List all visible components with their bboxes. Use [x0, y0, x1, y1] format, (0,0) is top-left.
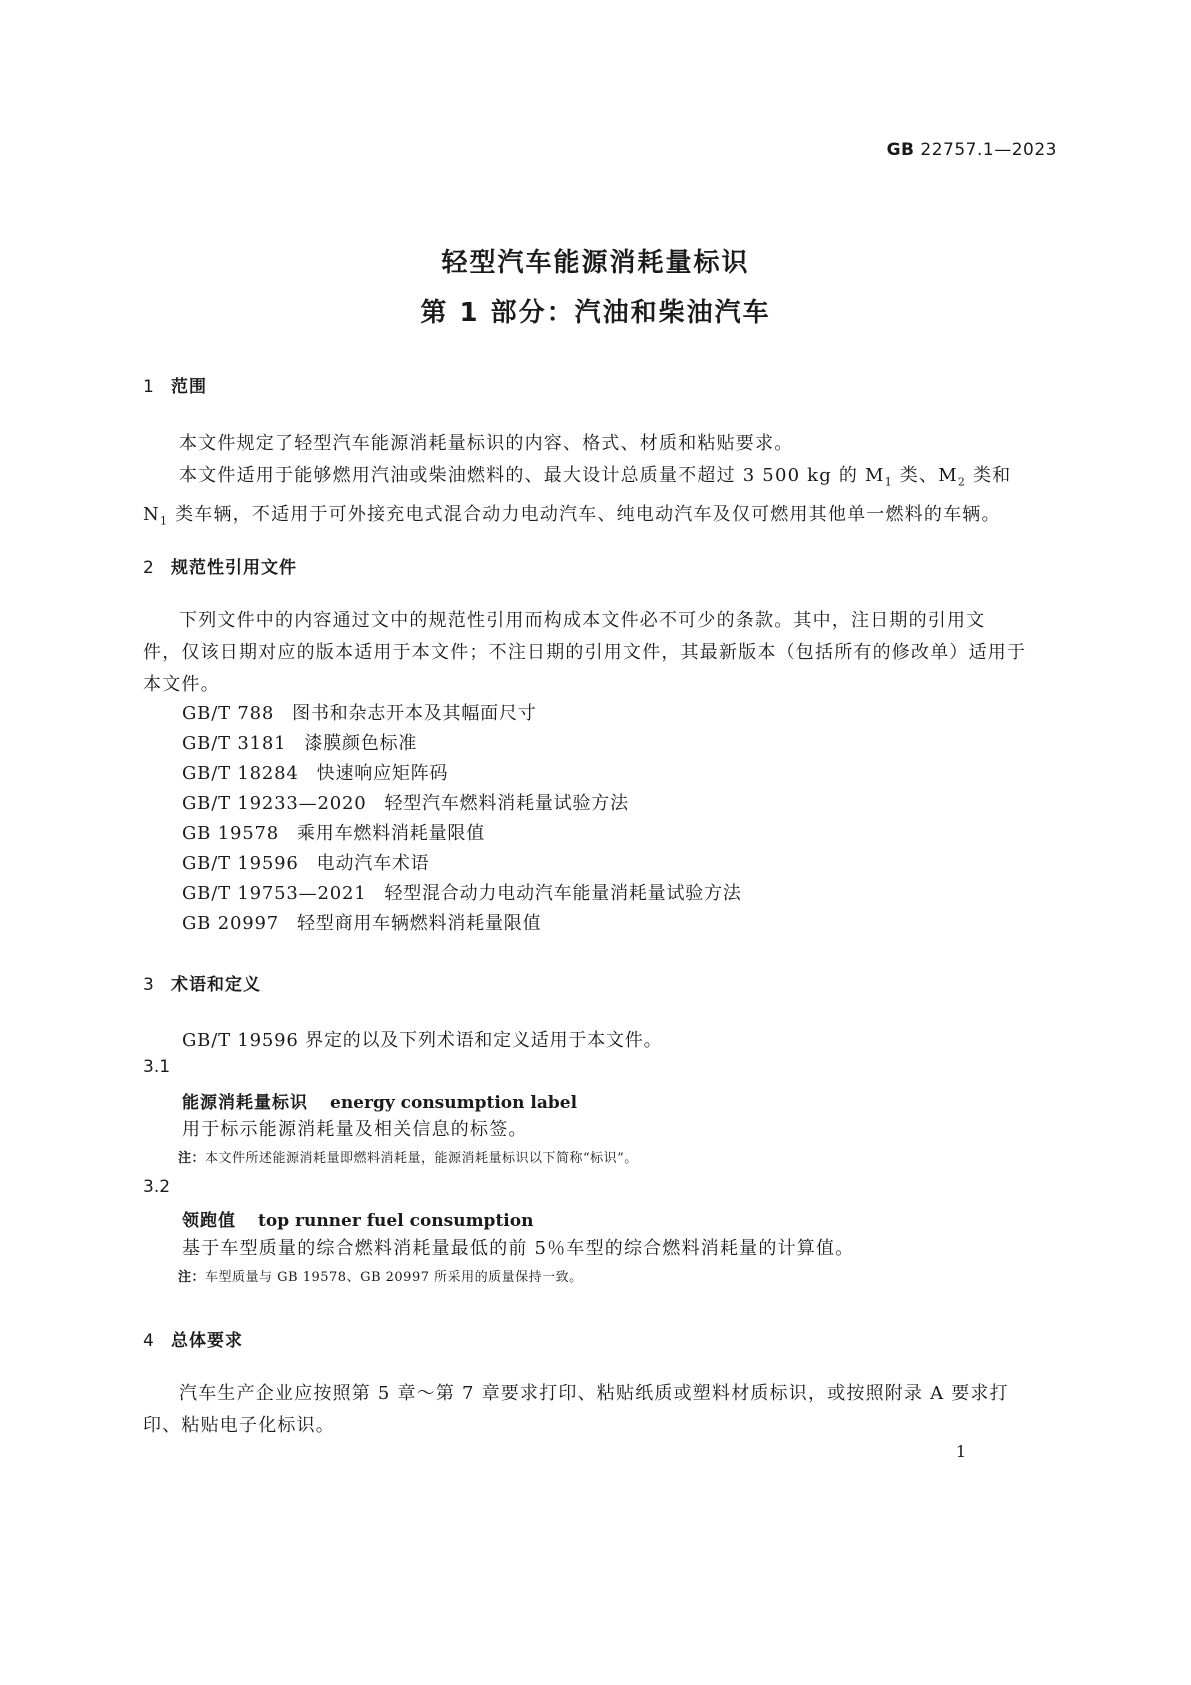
normative-intro	[143, 605, 1062, 701]
ref-code: GB/T 18284	[182, 763, 299, 784]
section-title: 规范性引用文件	[171, 558, 297, 578]
ref-code: GB/T 19233—2020	[182, 793, 367, 814]
reference-item	[182, 759, 448, 785]
ref-title: 电动汽车术语	[316, 853, 430, 874]
section-number: 3	[143, 975, 155, 995]
document-title-line1: 轻型汽车能源消耗量标识	[441, 248, 750, 278]
ref-title: 快速响应矩阵码	[316, 763, 449, 784]
ref-title: 漆膜颜色标准	[304, 733, 418, 754]
ref-code: GB/T 3181	[182, 733, 287, 754]
section-title: 总体要求	[171, 1331, 243, 1351]
normative-intro-line3: 本文件。	[143, 674, 220, 695]
terms-intro: GB/T 19596 界定的以及下列术语和定义适用于本文件。	[182, 1030, 663, 1051]
section-number: 4	[143, 1331, 155, 1351]
section-heading-general	[143, 1326, 243, 1351]
scope-para2-end: 类和	[966, 465, 1012, 486]
term-en: top runner fuel consumption	[258, 1211, 534, 1231]
note-text: 车型质量与 GB 19578、GB 20997 所采用的质量保持一致。	[205, 1270, 583, 1285]
standard-number: 22757.1—2023	[920, 140, 1057, 160]
term-note	[178, 1266, 583, 1285]
section-number: 2	[143, 558, 155, 578]
term-zh: 能源消耗量标识	[182, 1093, 308, 1113]
standard-code	[887, 140, 1057, 160]
document-title-line2: 第 1 部分：汽油和柴油汽车	[420, 298, 771, 328]
scope-para2-rest: 类车辆，不适用于可外接充电式混合动力电动汽车、纯电动汽车及仅可燃用其他单一燃料的车辆。	[168, 503, 1001, 525]
scope-para1: 本文件规定了轻型汽车能源消耗量标识的内容、格式、材质和粘贴要求。	[179, 433, 794, 454]
reference-item	[182, 789, 629, 815]
normative-intro-line1: 下列文件中的内容通过文中的规范性引用而构成本文件必不可少的条款。其中，注日期的引用文	[179, 610, 986, 631]
normative-intro-line2: 件，仅该日期对应的版本适用于本文件；不注日期的引用文件，其最新版本（包括所有的修改单）适用于	[143, 642, 1027, 663]
term-zh: 领跑值	[182, 1211, 236, 1231]
term-note	[178, 1147, 638, 1166]
reference-item	[182, 699, 537, 725]
section-heading-normative	[143, 553, 297, 578]
clause-number: 3.1	[143, 1057, 171, 1077]
section-number: 1	[143, 377, 155, 397]
ref-title: 轻型混合动力电动汽车能量消耗量试验方法	[384, 883, 742, 904]
general-para-line2: 印、粘贴电子化标识。	[143, 1415, 335, 1436]
scope-para2-mid: 类、M	[892, 465, 958, 486]
note-label: 注：	[178, 1270, 206, 1285]
section-title: 范围	[171, 377, 207, 397]
note-label: 注：	[178, 1151, 206, 1166]
section-heading-scope	[143, 372, 207, 397]
term-entry	[182, 1088, 577, 1113]
reference-item	[182, 729, 417, 755]
subscript-2: 2	[957, 475, 967, 489]
scope-para2-n: N	[143, 503, 160, 525]
section-heading-terms	[143, 970, 261, 995]
standard-prefix: GB	[886, 140, 915, 160]
scope-paragraphs	[143, 428, 1062, 537]
ref-title: 轻型汽车燃料消耗量试验方法	[384, 793, 629, 814]
ref-title: 乘用车燃料消耗量限值	[297, 823, 485, 844]
term-entry	[182, 1206, 533, 1231]
ref-code: GB/T 19596	[182, 853, 299, 874]
scope-para2-line1	[143, 460, 1062, 499]
term-definition: 用于标示能源消耗量及相关信息的标签。	[182, 1119, 528, 1140]
general-para-line1: 汽车生产企业应按照第 5 章～第 7 章要求打印、粘贴纸质或塑料材质标识，或按照附录 A 要求打	[179, 1383, 1009, 1404]
scope-para2-text: 本文件适用于能够燃用汽油或柴油燃料的、最大设计总质量不超过 3 500 kg 的 M	[179, 465, 885, 486]
clause-number: 3.2	[143, 1177, 171, 1197]
subscript-3: 1	[159, 514, 169, 528]
ref-title: 轻型商用车辆燃料消耗量限值	[297, 913, 542, 934]
ref-code: GB 19578	[182, 823, 279, 844]
general-paragraph	[143, 1378, 1062, 1442]
section-title: 术语和定义	[171, 975, 261, 995]
note-text: 本文件所述能源消耗量即燃料消耗量，能源消耗量标识以下简称“标识”。	[205, 1151, 638, 1166]
reference-item	[182, 909, 541, 935]
subscript-1: 1	[884, 475, 893, 489]
ref-title: 图书和杂志开本及其幅面尺寸	[292, 703, 537, 724]
reference-item	[182, 879, 742, 905]
ref-code: GB/T 19753—2021	[182, 883, 367, 904]
ref-code: GB/T 788	[182, 703, 275, 724]
reference-item	[182, 849, 429, 875]
term-definition: 基于车型质量的综合燃料消耗量最低的前 5％车型的综合燃料消耗量的计算值。	[182, 1238, 855, 1259]
term-en: energy consumption label	[330, 1093, 578, 1113]
page-number: 1	[955, 1442, 966, 1461]
reference-item	[182, 819, 485, 845]
scope-para2-line2	[143, 499, 1062, 538]
ref-code: GB 20997	[182, 913, 279, 934]
